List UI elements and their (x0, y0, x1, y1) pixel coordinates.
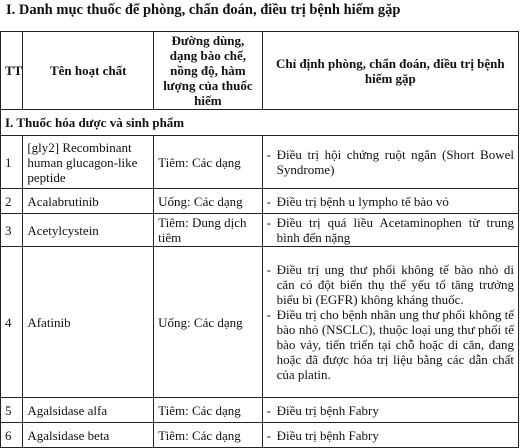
indication-text: Điều trị cho bệnh nhân ung thư phổi không tế bào nhỏ (NSCLC), thuộc loại ung thư phổi tế bào vảy, tiến triển tại chỗ hoặc di căn, đang hoặc đã được hóa trị liệu bằng các dẫn chất của platin. (276, 307, 514, 382)
indication-text: Điều trị bệnh Fabry (276, 427, 379, 443)
indication-item (267, 428, 514, 443)
table-row (1, 214, 519, 247)
drug-indication (262, 247, 518, 398)
table-row (1, 247, 519, 398)
drug-route: Uống: Các dạng (154, 247, 262, 398)
bullet-dash: - (266, 427, 271, 443)
indication-item (267, 215, 514, 245)
drug-route: Tiêm: Các dạng (154, 423, 262, 448)
row-number: 5 (1, 398, 23, 423)
indication-text: Điều trị bệnh u lympho tế bào vỏ (276, 193, 449, 209)
drug-indication (262, 423, 518, 448)
indication-text: Điều trị quá liều Acetaminophen từ trung bình đến nặng (276, 215, 514, 245)
drug-indication (262, 214, 518, 247)
bullet-dash: - (266, 402, 271, 418)
drug-name: [gly2] Recombinant human glucagon-like peptide (23, 136, 154, 189)
drug-indication (262, 136, 518, 189)
drug-name: Acetylcystein (23, 214, 154, 247)
bullet-dash: - (266, 307, 271, 322)
col-header-indication: Chỉ định phòng, chẩn đoán, điều trị bệnh hiếm gặp (262, 32, 518, 110)
row-number: 3 (1, 214, 23, 247)
row-number: 6 (1, 423, 23, 448)
row-number: 2 (1, 189, 23, 214)
drug-route: Tiêm: Các dạng (154, 136, 262, 189)
section-title: I. Thuốc hóa dược và sinh phẩm (1, 110, 519, 136)
row-number: 4 (1, 247, 23, 398)
table-row (1, 136, 519, 189)
header-row (1, 32, 519, 110)
drug-name: Agalsidase alfa (23, 398, 154, 423)
bullet-dash: - (266, 193, 271, 209)
drug-route: Tiêm: Dung dịch tiêm (154, 214, 262, 247)
col-header-name: Tên hoạt chất (23, 32, 154, 110)
table-row (1, 423, 519, 448)
drug-table (0, 31, 519, 448)
drug-route: Uống: Các dạng (154, 189, 262, 214)
row-number: 1 (1, 136, 23, 189)
indication-item (267, 262, 514, 307)
indication-text: Điều trị bệnh Fabry (276, 402, 379, 418)
indication-item (267, 194, 514, 209)
drug-name: Afatinib (23, 247, 154, 398)
indication-item (267, 307, 514, 382)
drug-indication (262, 189, 518, 214)
bullet-dash: - (266, 147, 271, 162)
indication-item (267, 403, 514, 418)
indication-text: Điều trị ung thư phổi không tế bào nhỏ di căn có đột biến thụ thể yếu tố tăng trưởng biểu bì (EGFR) không kháng thuốc. (276, 262, 514, 307)
bullet-dash: - (266, 262, 271, 277)
indication-text: Điều trị hội chứng ruột ngắn (Short Bowel Syndrome) (276, 147, 514, 177)
drug-route: Tiêm: Các dạng (154, 398, 262, 423)
drug-name: Acalabrutinib (23, 189, 154, 214)
col-header-route: Đường dùng, dạng bào chế, nồng độ, hàm lượng của thuốc hiếm (154, 32, 262, 110)
table-row (1, 398, 519, 423)
bullet-dash: - (266, 215, 271, 230)
col-header-tt: TT (1, 32, 23, 110)
table-row (1, 189, 519, 214)
section-row (1, 110, 519, 136)
drug-indication (262, 398, 518, 423)
page-heading: I. Danh mục thuốc để phòng, chẩn đoán, điều trị bệnh hiếm gặp (6, 2, 401, 18)
indication-item (267, 147, 514, 177)
drug-name: Agalsidase beta (23, 423, 154, 448)
